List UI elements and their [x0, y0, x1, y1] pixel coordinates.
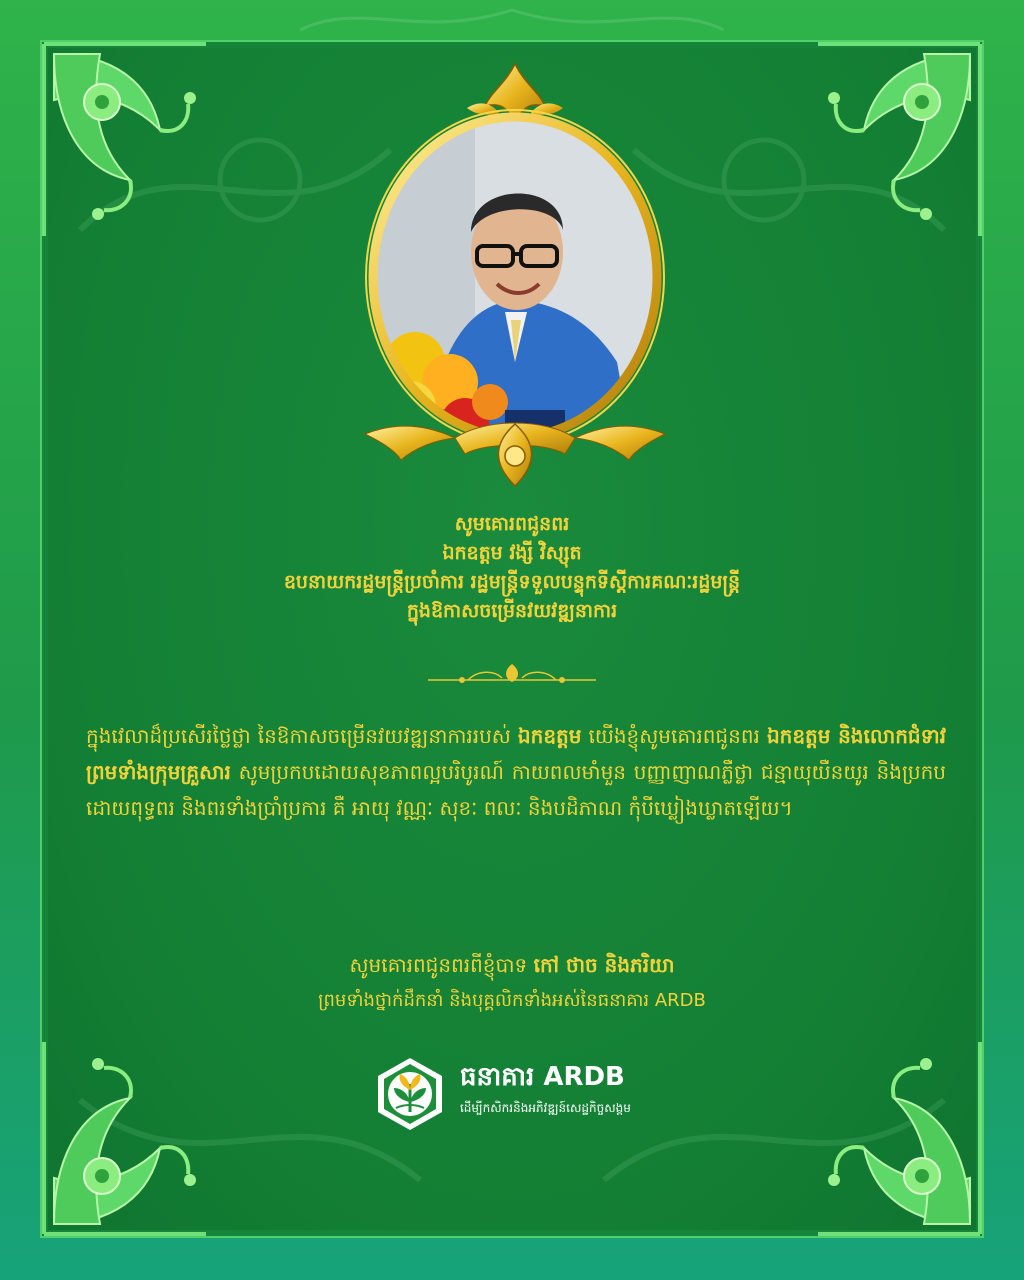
greeting-title: សូមគោរពជូនពរ: [454, 513, 570, 535]
floral-corner-icon: [814, 1038, 984, 1238]
message-bold-honorific: ឯកឧត្តម: [517, 724, 582, 748]
floral-corner-icon: [40, 40, 210, 240]
message-bold-family: ឯកឧត្តម និងលោកជំទាវ ព្រមទាំងក្រុមគ្រួសារ: [86, 724, 946, 784]
portrait-photo: [355, 102, 675, 470]
message-text: ក្នុងវេលាដ៏ប្រសើរថ្លៃថ្លា នៃឱកាសចម្រើនវយវឌ្ឍនាការរបស់: [86, 724, 518, 748]
floral-corner-icon: [814, 40, 984, 240]
honoree-position: ឧបនាយករដ្ឋមន្ត្រីប្រចាំការ រដ្ឋមន្ត្រីទទួលបន្ទុកទីស្តីការគណៈរដ្ឋមន្ត្រី: [283, 571, 741, 593]
signature-organization: ព្រមទាំងថ្នាក់ដឹកនាំ និងបុគ្គលិកទាំងអស់នៃធនាគារ ARDB: [318, 990, 706, 1011]
occasion-line: ក្នុងឱកាសចម្រើនវយវឌ្ឍនាការ: [406, 600, 618, 622]
portrait-frame: [355, 62, 675, 492]
top-background-ornament: [300, 0, 724, 40]
signature-text: សូមគោរពជូនពរពីខ្ញុំបាទ: [349, 953, 534, 977]
greeting-message: [86, 718, 946, 826]
message-text: សូមប្រកបដោយសុខភាពល្អបរិបូរណ៍ កាយពលមាំមួន បញ្ញាញាណភ្លឺថ្លា ជន្មាយុយឺនយូរ និងប្រកបដោយពុទ្ធពរ និងពរទាំងប្រាំប្រការ គឺ អាយុ វណ្ណៈ សុខៈ ពលៈ និងបដិភាណ កុំបីឃ្លៀងឃ្លាតឡើយ។: [86, 760, 946, 820]
bank-tagline: ដើម្បីកសិករនិងអភិវឌ្ឍន៍សេដ្ឋកិច្ចសង្គម: [460, 1101, 631, 1115]
ardb-logo: [372, 1054, 672, 1134]
floral-corner-icon: [40, 1038, 210, 1238]
ardb-logo-icon: [372, 1056, 448, 1132]
ornament-divider-icon: [428, 660, 596, 688]
honoree-name: ឯកឧត្តម វង្សី វិស្សុត: [442, 542, 582, 564]
message-text: យើងខ្ញុំសូមគោរពជូនពរ: [581, 724, 767, 748]
signature-name: កៅ ថាច និងភរិយា: [533, 953, 675, 977]
signature-line: [100, 952, 924, 982]
bank-name: ធនាគារ ARDB: [460, 1062, 625, 1092]
